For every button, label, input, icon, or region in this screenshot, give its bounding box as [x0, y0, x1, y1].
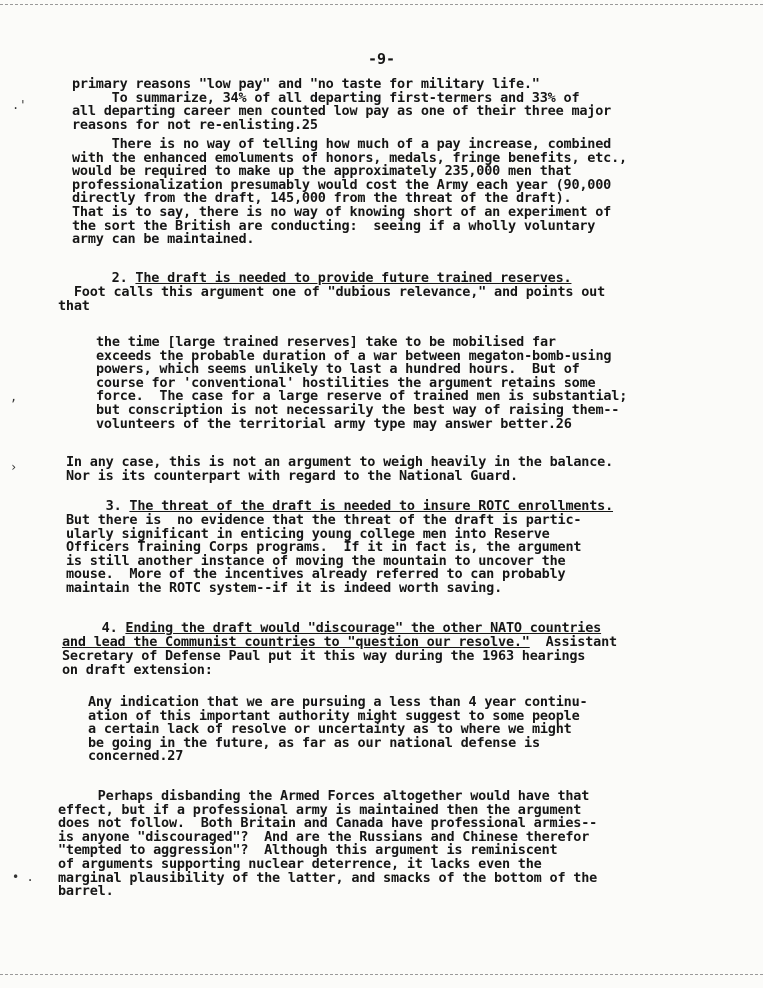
paragraph-pay-increase: There is no way of telling how much of a pay increase, combined with the enhanced emoluments of honors, medals, fringe benefits, etc., would be required to make up the approximately 235,000 men that professionalization presumably would cost the Army each year (90,000 directly from the draft, 145,000 from the threat of the draft). That is to say, there is no way of knowing short of an experiment of the sort the British are conducting: seeing if a wholly voluntary army can be maintained. [72, 136, 627, 248]
margin-mark: • . [12, 870, 34, 884]
paragraph-nato-heading-2: and lead the Communist countries to "question our resolve." Assistant [62, 634, 617, 650]
paragraph-trained-reserves: 2. The draft is needed to provide future trained reserves. [72, 270, 572, 286]
scan-bottom-edge [0, 974, 763, 975]
paragraph-nato: Secretary of Defense Paul put it this way during the 1963 hearings on draft extension: [62, 648, 586, 678]
paragraph-summary: primary reasons "low pay" and "no taste for military life." To summarize, 34% of all departing first-termers and 33% of all departing career men counted low pay as one of their three major reasons for not re-enlisting.25 [72, 76, 612, 133]
paragraph-trained-reserves-cont: Foot calls this argument one of "dubious relevance," and points out that [58, 284, 606, 314]
heading-communist: and lead the Communist countries to "question our resolve." [62, 634, 530, 650]
heading-rotc: The threat of the draft is needed to insure ROTC enrollments. [129, 498, 614, 514]
margin-mark: .' [12, 98, 27, 112]
page-number: -9- [368, 50, 396, 68]
paragraph-conclusion: Perhaps disbanding the Armed Forces altogether would have that effect, but if a professional army is maintained then the argument does not follow. Both Britain and Canada have professional armies-- is anyone "discouraged"? And are the Russians and Chinese therefor "tempted to aggression"? Although this argument is reminiscent of arguments supporting nuclear deterrence, it lacks even the marginal plausibility of the latter, and smacks of the bottom of the barrel. [58, 788, 598, 900]
heading-nato: Ending the draft would "discourage" the other NATO countries [125, 620, 602, 636]
margin-mark: › [10, 460, 18, 474]
paragraph-rotc: But there is no evidence that the threat of the draft is partic- ularly significant in enticing young college men into Reserve Officers Training Corps programs. If it in fact is, the argument is still another instance of moving the mountain to uncover the mouse. More of the incentives already referred to can probably maintain the ROTC system--if it is indeed worth saving. [66, 512, 582, 596]
scan-top-edge [0, 4, 763, 5]
paragraph-rotc-heading: 3. The threat of the draft is needed to insure ROTC enrollments. [66, 498, 614, 514]
heading-trained-reserves: The draft is needed to provide future trained reserves. [135, 270, 572, 286]
block-quote-foot: the time [large trained reserves] take to be mobilised far exceeds the probable duration of a war between megaton-bomb-using powers, which seems unlikely to last a hundred hours. But of course for 'conventional' hostilities the argument retains some force. The case for a large reserve of trained men is substantial; but conscription is not necessarily the best way of raising them-- volunteers of the territorial army type may answer better.26 [96, 334, 628, 432]
paragraph-balance: In any case, this is not an argument to weigh heavily in the balance. Nor is its counterpart with regard to the National Guard. [66, 454, 614, 484]
paragraph-nato-heading: 4. Ending the draft would "discourage" the other NATO countries [62, 620, 602, 636]
margin-mark: , [10, 390, 18, 404]
block-quote-paul: Any indication that we are pursuing a less than 4 year continu- ation of this important authority might suggest to some people a certain lack of resolve or uncertainty as to where we might be going in the future, as far as our national defense is concerned.27 [88, 694, 588, 765]
